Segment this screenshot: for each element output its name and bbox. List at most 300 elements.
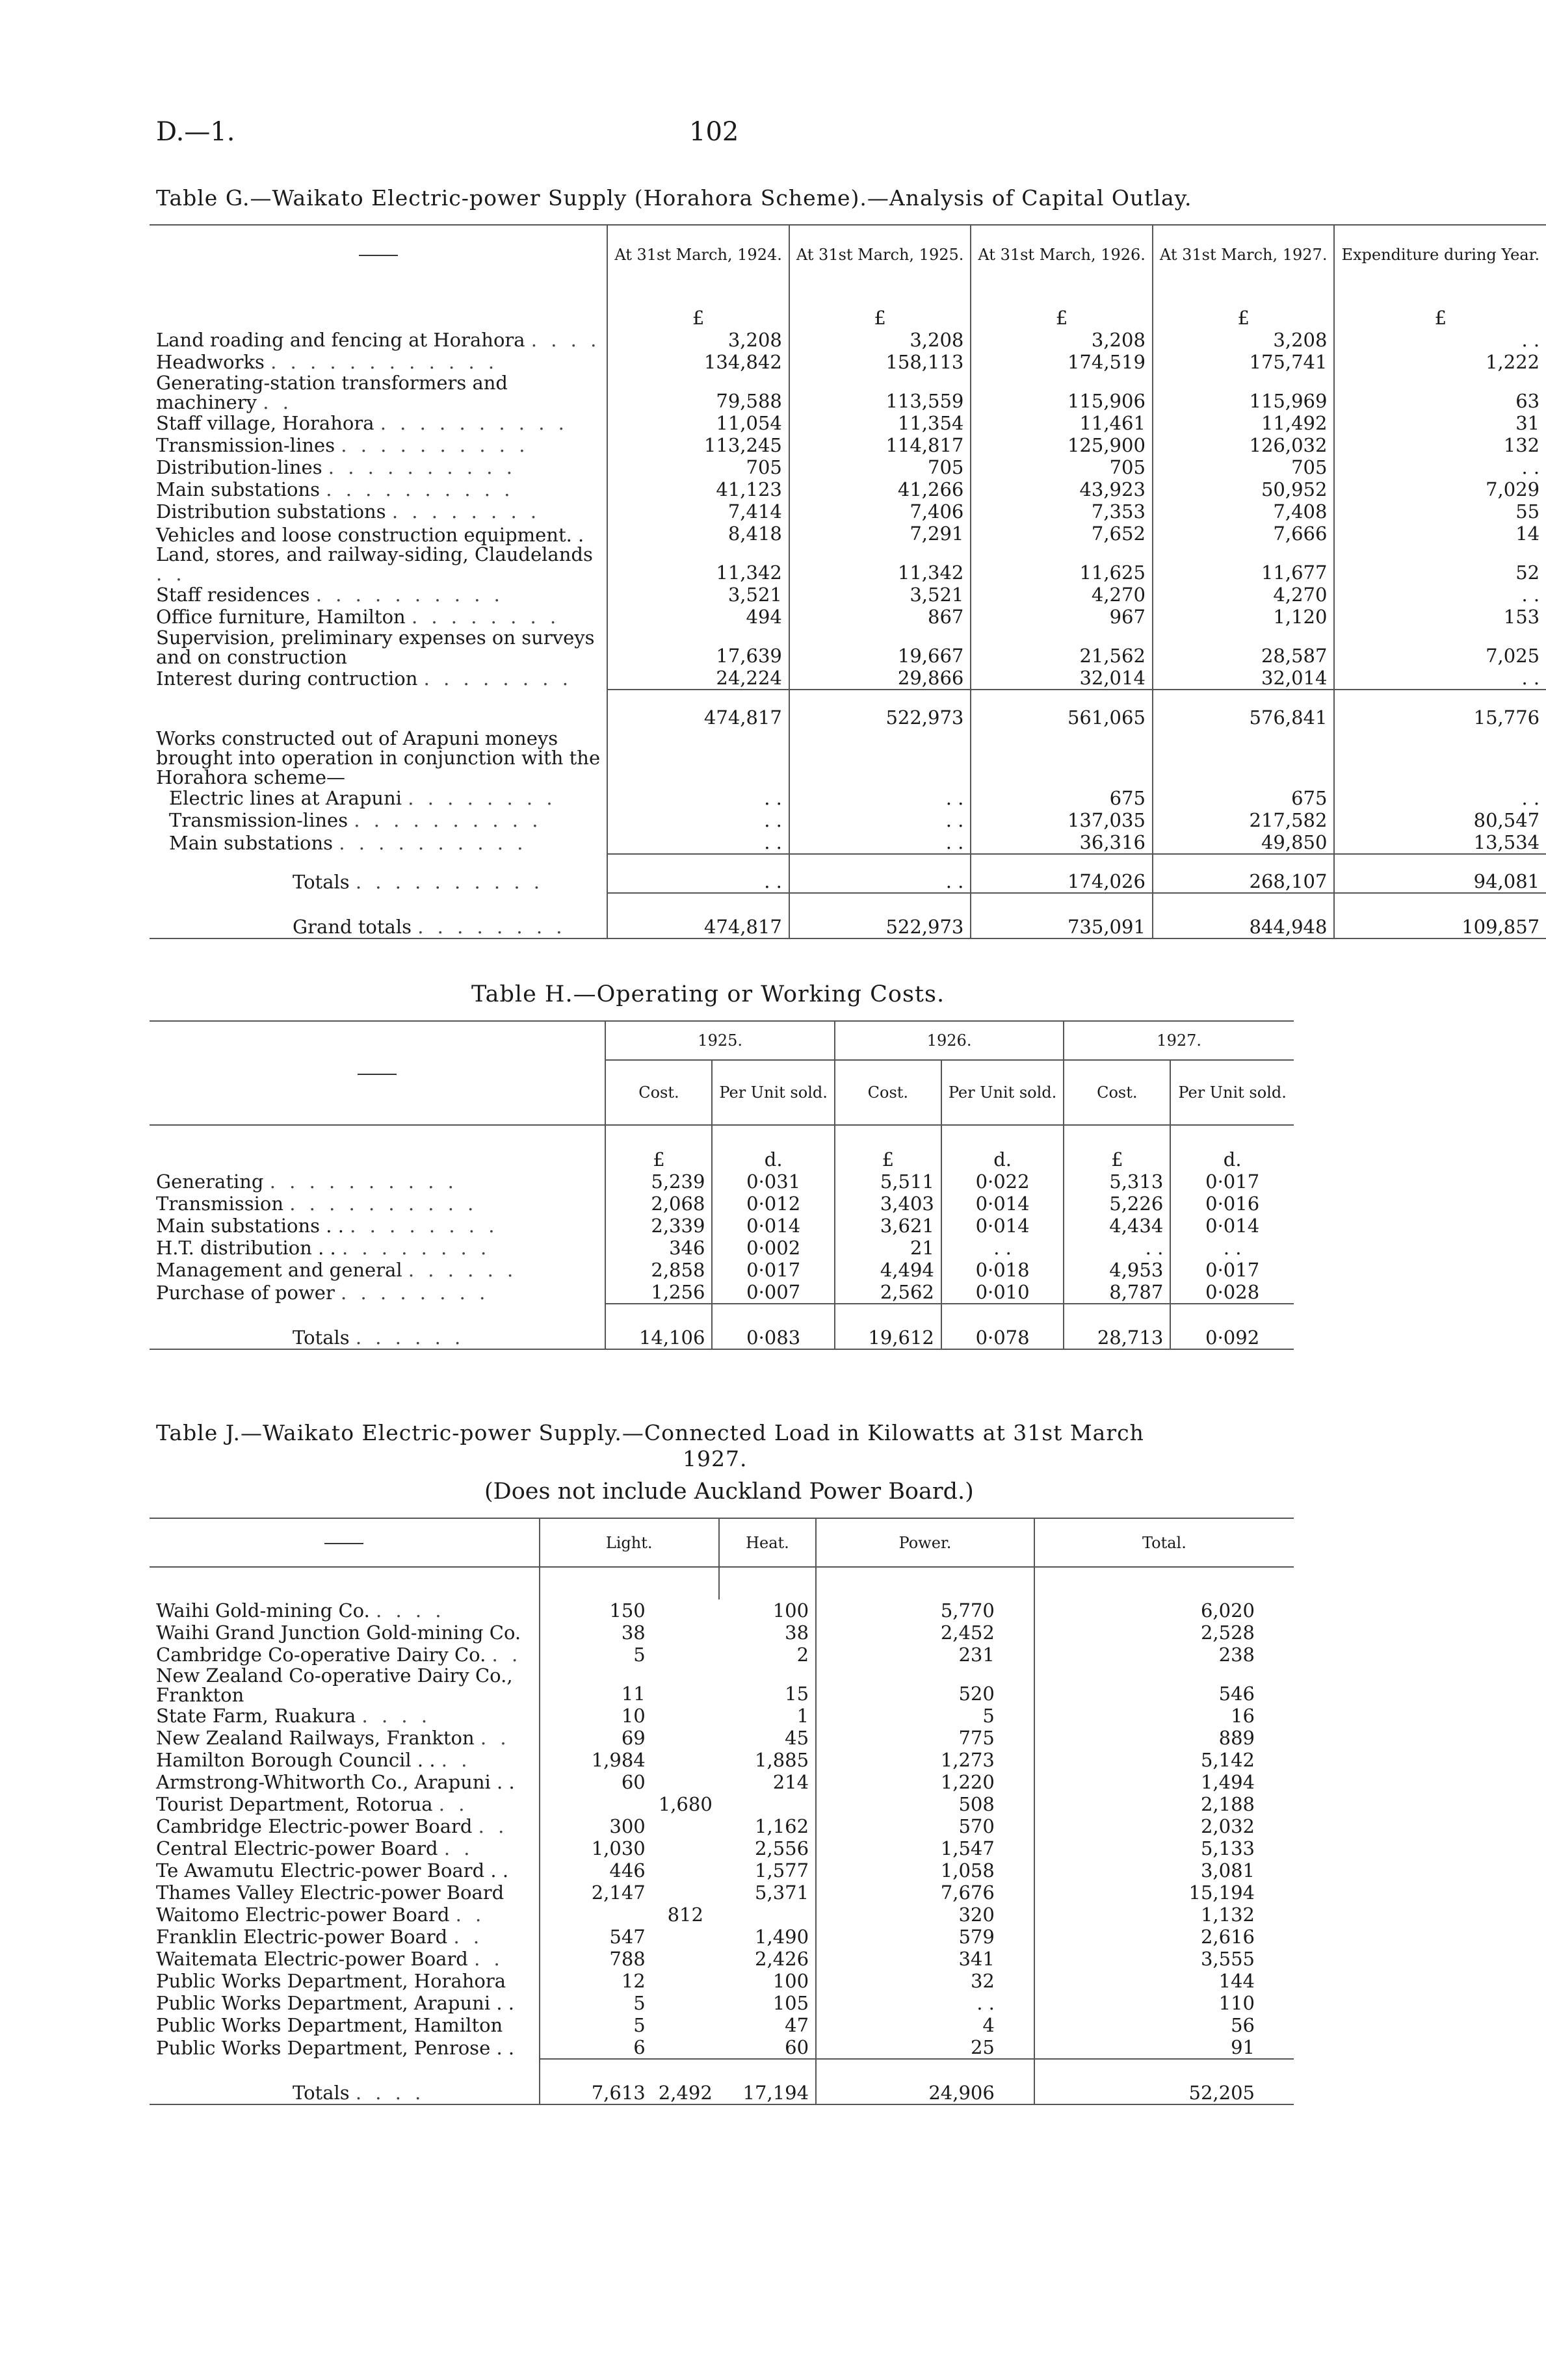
subtotal-cell: 576,841 — [1153, 690, 1335, 729]
value-cell: 29,866 — [789, 667, 971, 690]
value-cell: 5,511 — [835, 1171, 941, 1193]
value-cell: 5,226 — [1064, 1193, 1170, 1215]
table-row — [150, 1793, 1294, 1815]
value-cell: 1 — [796, 1705, 809, 1727]
row-label-cell — [150, 1259, 605, 1281]
leader-dots: . . . . . . . . . . — [355, 871, 544, 893]
table-row — [150, 1259, 1294, 1281]
value-cell: 7,291 — [789, 523, 971, 545]
value-cell: 12 — [540, 1970, 652, 1992]
value-cell: 1,885 — [755, 1749, 809, 1771]
leader-dots: . . . . . . . . . . — [315, 584, 504, 606]
table-row — [150, 1666, 1294, 1705]
table-h-title: Table H.—Operating or Working Costs. — [471, 981, 945, 1007]
unit-label: d. — [1170, 1125, 1294, 1171]
leader-dots: . . . . . . . . — [408, 787, 557, 809]
grand-total-cell: 474,817 — [607, 893, 789, 938]
table-row — [150, 434, 1546, 456]
value-cell: . . — [1334, 667, 1546, 690]
row-label: Hamilton Borough Council . . — [156, 1749, 436, 1771]
leader-dots: . . — [441, 1749, 471, 1771]
row-label-cell — [150, 1281, 605, 1304]
row-label: Franklin Electric-power Board — [156, 1926, 448, 1948]
row-label: Main substations . . — [156, 1215, 344, 1237]
value-cell: 8,787 — [1064, 1281, 1170, 1304]
value-cell: 13,534 — [1334, 831, 1546, 854]
column-header: At 31st March, 1925. — [789, 225, 971, 283]
table-row — [150, 1281, 1294, 1304]
value-cell: 1,273 — [816, 1749, 1034, 1771]
table-row — [150, 1237, 1294, 1259]
value-cell: 5,142 — [1034, 1749, 1294, 1771]
value-cell: 1,120 — [1153, 606, 1335, 628]
subtotal-cell: 561,065 — [971, 690, 1153, 729]
leader-dots: . . . . . . . . — [341, 1282, 490, 1304]
table-j — [150, 1518, 1294, 2105]
leader-dots: . . . . — [361, 1705, 432, 1727]
value-cell: 158,113 — [789, 351, 971, 373]
table-row — [150, 351, 1546, 373]
value-cell: 52 — [1334, 545, 1546, 584]
value-cell: 0·017 — [1170, 1259, 1294, 1281]
leader-dots: . . . . . . — [355, 1326, 465, 1349]
row-label-cell — [150, 1705, 540, 1727]
value-cell: 1,680 — [658, 1793, 713, 1815]
value-cell: 675 — [1153, 787, 1335, 809]
row-label: Public Works Department, Hamilton — [156, 2014, 503, 2036]
column-header: Light. — [540, 1518, 719, 1567]
value-cell: 21,562 — [971, 628, 1153, 667]
leader-dots: . . — [455, 1904, 486, 1926]
value-cell: 579 — [816, 1926, 1034, 1948]
row-label-cell — [150, 1599, 540, 1622]
leader-dots: . . — [491, 1644, 522, 1666]
value-cell: 25 — [816, 2036, 1034, 2059]
totals-cell: 268,107 — [1153, 854, 1335, 893]
value-cell: 217,582 — [1153, 809, 1335, 831]
table-row — [150, 1705, 1294, 1727]
value-cell: 2,147 — [540, 1882, 652, 1904]
row-label: H.T. distribution . . — [156, 1237, 336, 1259]
value-cell: 4,434 — [1064, 1215, 1170, 1237]
table-row — [150, 831, 1546, 854]
value-cell: 24,224 — [607, 667, 789, 690]
value-cell: 11,625 — [971, 545, 1153, 584]
value-cell: 17,639 — [607, 628, 789, 667]
value-cell: 2,339 — [605, 1215, 712, 1237]
totals-label: Totals — [293, 1326, 350, 1349]
per-unit-header: Per Unit sold. — [712, 1060, 834, 1125]
table-row — [150, 628, 1546, 667]
unit-label: d. — [712, 1125, 834, 1171]
value-cell: 0·017 — [1170, 1171, 1294, 1193]
value-cell: 15,194 — [1034, 1882, 1294, 1904]
value-cell: 7,414 — [607, 500, 789, 523]
stub-header — [150, 1021, 605, 1125]
value-cell: 56 — [1034, 2014, 1294, 2036]
row-label: New Zealand Railways, Frankton — [156, 1727, 475, 1749]
value-cell: 115,906 — [971, 373, 1153, 412]
row-label: Transmission-lines — [169, 809, 348, 831]
value-cell — [652, 1948, 719, 1970]
value-cell: 320 — [816, 1904, 1034, 1926]
value-cell: 3,208 — [607, 329, 789, 351]
value-cell: 967 — [971, 606, 1153, 628]
row-label: Cambridge Co-operative Dairy Co. — [156, 1644, 486, 1666]
value-cell: . . — [1334, 456, 1546, 478]
value-cell: . . — [816, 1992, 1034, 2014]
value-cell: 150 — [540, 1599, 652, 1622]
value-cell: 15 — [785, 1683, 809, 1705]
currency-unit: £ — [789, 283, 971, 329]
value-cell: 705 — [789, 456, 971, 478]
value-cell: 341 — [816, 1948, 1034, 1970]
value-cell: 100 — [772, 1599, 809, 1622]
table-row — [150, 809, 1546, 831]
value-cell: . . — [1334, 329, 1546, 351]
value-cell: 38 — [540, 1622, 652, 1644]
leader-dots: . . . . . . — [408, 1259, 518, 1281]
table-row — [150, 787, 1546, 809]
value-cell: 4,270 — [1153, 584, 1335, 606]
value-cell: 2,556 — [755, 1837, 809, 1859]
totals-label: Totals — [293, 871, 350, 893]
value-cell: 214 — [772, 1771, 809, 1793]
row-label-cell — [150, 1644, 540, 1666]
value-cell: 14 — [1334, 523, 1546, 545]
value-cell: 1,132 — [1034, 1904, 1294, 1926]
value-cell: 546 — [1034, 1666, 1294, 1705]
value-cell — [652, 1859, 719, 1882]
column-header: Heat. — [719, 1518, 816, 1567]
value-cell: 110 — [1034, 1992, 1294, 2014]
section-heading: Works constructed out of Arapuni moneys brought into operation in conjunction with the Horahora scheme— — [156, 727, 601, 788]
row-label: Thames Valley Electric-power Board — [156, 1882, 504, 1904]
value-cell — [652, 1599, 719, 1622]
table-h — [150, 1020, 1294, 1350]
value-cell: 10 — [540, 1705, 652, 1727]
leader-dots: . . — [474, 1948, 504, 1970]
column-header: At 31st March, 1924. — [607, 225, 789, 283]
leader-dots: . . — [438, 1793, 469, 1815]
value-cell — [652, 1727, 719, 1749]
leader-dots: . . . . . . . . . . — [269, 1171, 458, 1193]
value-cell — [652, 1837, 719, 1859]
value-cell: 1,058 — [816, 1859, 1034, 1882]
value-cell: . . — [607, 831, 789, 854]
value-cell: 705 — [1153, 456, 1335, 478]
row-label: Waihi Grand Junction Gold-mining Co. — [156, 1622, 521, 1644]
leader-dots: . . . . . . . . . . — [341, 434, 529, 456]
row-label-cell — [150, 1666, 540, 1705]
value-cell: 231 — [816, 1644, 1034, 1666]
row-label-cell — [150, 1992, 540, 2014]
column-header: At 31st March, 1927. — [1153, 225, 1335, 283]
value-cell: 79,588 — [607, 373, 789, 412]
row-label: Purchase of power — [156, 1282, 335, 1304]
totals-cell: 24,906 — [816, 2059, 1034, 2104]
row-label-cell — [150, 1948, 540, 1970]
row-label-cell — [150, 1622, 540, 1644]
value-cell: 2,032 — [1034, 1815, 1294, 1837]
value-cell: 867 — [789, 606, 971, 628]
value-cell: 346 — [605, 1237, 712, 1259]
value-cell: 47 — [785, 2014, 809, 2036]
table-row — [150, 329, 1546, 351]
value-cell — [652, 1749, 719, 1771]
row-label-cell — [150, 1727, 540, 1749]
table-row — [150, 2036, 1294, 2059]
totals-cell: 2,492 — [652, 2059, 719, 2104]
value-cell: . . — [607, 809, 789, 831]
value-cell: 16 — [1034, 1705, 1294, 1727]
row-label: Armstrong-Whitworth Co., Arapuni . . — [156, 1771, 515, 1793]
value-cell: . . — [1334, 584, 1546, 606]
value-cell — [540, 1793, 652, 1815]
value-cell: 3,208 — [789, 329, 971, 351]
value-cell — [652, 1771, 719, 1793]
row-label-cell — [150, 1859, 540, 1882]
value-cell: . . — [1064, 1237, 1170, 1259]
value-cell — [652, 1970, 719, 1992]
row-label-cell — [150, 329, 607, 351]
value-cell: 19,667 — [789, 628, 971, 667]
table-row — [150, 478, 1546, 500]
value-cell — [652, 1815, 719, 1837]
table-row — [150, 1837, 1294, 1859]
row-label-cell — [150, 1926, 540, 1948]
leader-dots: . . — [443, 1837, 474, 1859]
row-label: Interest during contruction — [156, 667, 418, 690]
value-cell: 1,162 — [755, 1815, 809, 1837]
value-cell: 2,562 — [835, 1281, 941, 1304]
value-cell: 5 — [540, 1992, 652, 2014]
per-unit-header: Per Unit sold. — [941, 1060, 1064, 1125]
value-cell: 32 — [816, 1970, 1034, 1992]
row-label-cell — [150, 523, 607, 545]
row-label-cell — [150, 434, 607, 456]
document-reference: D.—1. — [156, 117, 235, 147]
value-cell: 1,030 — [540, 1837, 652, 1859]
value-cell: 7,353 — [971, 500, 1153, 523]
row-label: Waitomo Electric-power Board — [156, 1904, 450, 1926]
value-cell: 3,521 — [607, 584, 789, 606]
row-label: Generating — [156, 1171, 264, 1193]
value-cell — [652, 1882, 719, 1904]
value-cell: 43,923 — [971, 478, 1153, 500]
table-row — [150, 456, 1546, 478]
value-cell: 0·002 — [712, 1237, 834, 1259]
unit-label: £ — [835, 1125, 941, 1171]
column-header: Expenditure during Year. — [1334, 225, 1546, 283]
value-cell: 1,222 — [1334, 351, 1546, 373]
value-cell: 5,770 — [816, 1599, 1034, 1622]
value-cell: 55 — [1334, 500, 1546, 523]
value-cell: 775 — [816, 1727, 1034, 1749]
totals-cell: 19,612 — [835, 1304, 941, 1349]
value-cell: . . — [1334, 787, 1546, 809]
value-cell: 0·014 — [941, 1215, 1064, 1237]
currency-unit: £ — [1153, 283, 1335, 329]
column-header: At 31st March, 1926. — [971, 225, 1153, 283]
row-label: Vehicles and loose construction equipment. . — [156, 524, 584, 546]
table-row — [150, 2014, 1294, 2036]
table-g-title: Table G.—Waikato Electric-power Supply (Horahora Scheme).—Analysis of Capital Outlay. — [156, 185, 1192, 211]
table-row — [150, 1970, 1294, 1992]
value-cell: 8,418 — [607, 523, 789, 545]
value-cell: 7,652 — [971, 523, 1153, 545]
row-label-cell — [150, 373, 607, 412]
row-label-cell — [150, 456, 607, 478]
leader-dots: . . . . . . . . . . — [380, 412, 568, 434]
value-cell: . . — [789, 809, 971, 831]
stub-header — [150, 1518, 540, 1567]
row-label: Distribution-lines — [156, 456, 322, 478]
row-label: Cambridge Electric-power Board — [156, 1815, 473, 1837]
value-cell: 3,208 — [1153, 329, 1335, 351]
value-cell: 0·022 — [941, 1171, 1064, 1193]
value-cell: 36,316 — [971, 831, 1153, 854]
value-cell — [652, 2036, 719, 2059]
table-j-title-line2: 1927. — [683, 1446, 748, 1471]
totals-cell: . . — [607, 854, 789, 893]
row-label-cell — [150, 1837, 540, 1859]
leader-dots: . . . . — [376, 1599, 445, 1622]
value-cell: 45 — [785, 1727, 809, 1749]
table-row — [150, 1644, 1294, 1666]
value-cell: 38 — [785, 1622, 809, 1644]
value-cell: 2,452 — [816, 1622, 1034, 1644]
value-cell: 6 — [540, 2036, 652, 2059]
value-cell: 2,528 — [1034, 1622, 1294, 1644]
leader-dots: . . . . . . . . — [350, 1215, 499, 1237]
value-cell: 41,123 — [607, 478, 789, 500]
value-cell: 5 — [540, 1644, 652, 1666]
totals-cell: 28,713 — [1064, 1304, 1170, 1349]
value-cell: 3,521 — [789, 584, 971, 606]
value-cell: 11,342 — [789, 545, 971, 584]
row-label: Transmission-lines — [156, 434, 335, 456]
value-cell: 889 — [1034, 1727, 1294, 1749]
value-cell: 3,403 — [835, 1193, 941, 1215]
value-cell: 2,068 — [605, 1193, 712, 1215]
value-cell: 4,270 — [971, 584, 1153, 606]
leader-dots: . . . . . . . . — [423, 667, 572, 690]
value-cell: 705 — [607, 456, 789, 478]
value-cell: . . — [941, 1237, 1064, 1259]
value-cell: 11,354 — [789, 412, 971, 434]
value-cell: 1,984 — [540, 1749, 652, 1771]
year-header: 1925. — [605, 1021, 834, 1060]
currency-unit: £ — [607, 283, 789, 329]
row-label: Te Awamutu Electric-power Board . . — [156, 1859, 509, 1882]
value-cell: 7,406 — [789, 500, 971, 523]
value-cell: 1,577 — [755, 1859, 809, 1882]
value-cell — [652, 1622, 719, 1644]
value-cell: 494 — [607, 606, 789, 628]
leader-dots: . . . . . . . . . . — [289, 1193, 478, 1215]
value-cell: 144 — [1034, 1970, 1294, 1992]
value-cell: 49,850 — [1153, 831, 1335, 854]
row-label-cell — [150, 2014, 540, 2036]
value-cell: 0·016 — [1170, 1193, 1294, 1215]
table-row — [150, 523, 1546, 545]
row-label-cell — [150, 831, 607, 854]
row-label-cell — [150, 1904, 540, 1926]
table-row — [150, 1948, 1294, 1970]
value-cell: 2,426 — [755, 1948, 809, 1970]
grand-total-cell: 522,973 — [789, 893, 971, 938]
value-cell: 7,408 — [1153, 500, 1335, 523]
row-label: Headworks — [156, 351, 265, 373]
page-number: 102 — [689, 117, 739, 147]
leader-dots: . . — [453, 1926, 484, 1948]
row-label: Waitemata Electric-power Board — [156, 1948, 468, 1970]
year-header: 1927. — [1064, 1021, 1294, 1060]
row-label: Main substations — [169, 832, 334, 854]
unit-label: £ — [605, 1125, 712, 1171]
table-row — [150, 412, 1546, 434]
value-cell: 31 — [1334, 412, 1546, 434]
value-cell: 114,817 — [789, 434, 971, 456]
value-cell: 0·007 — [712, 1281, 834, 1304]
value-cell: 80,547 — [1334, 809, 1546, 831]
totals-cell: 0·092 — [1170, 1304, 1294, 1349]
table-row — [150, 1193, 1294, 1215]
value-cell: 2,616 — [1034, 1926, 1294, 1948]
value-cell: 3,621 — [835, 1215, 941, 1237]
row-label-cell — [150, 1882, 540, 1904]
value-cell: 105 — [772, 1992, 809, 2014]
row-label: Generating-station transformers and machinery — [156, 372, 508, 413]
value-cell: 32,014 — [1153, 667, 1335, 690]
row-label-cell — [150, 606, 607, 628]
value-cell: . . — [607, 787, 789, 809]
value-cell: 7,029 — [1334, 478, 1546, 500]
cost-header: Cost. — [605, 1060, 712, 1125]
column-header: Total. — [1034, 1518, 1294, 1567]
stub-header — [150, 225, 607, 283]
value-cell: 115,969 — [1153, 373, 1335, 412]
row-label: Waihi Gold-mining Co. — [156, 1599, 370, 1622]
value-cell: 0·014 — [1170, 1215, 1294, 1237]
totals-row — [150, 1304, 1294, 1349]
value-cell: 2,188 — [1034, 1793, 1294, 1815]
column-header: Power. — [816, 1518, 1034, 1567]
value-cell: 126,032 — [1153, 434, 1335, 456]
totals-cell: 0·078 — [941, 1304, 1064, 1349]
cost-header: Cost. — [835, 1060, 941, 1125]
value-cell: 28,587 — [1153, 628, 1335, 667]
row-label: Management and general — [156, 1259, 402, 1281]
per-unit-header: Per Unit sold. — [1170, 1060, 1294, 1125]
row-label-cell — [150, 1815, 540, 1837]
value-cell: 1,494 — [1034, 1771, 1294, 1793]
totals-cell: 0·083 — [712, 1304, 834, 1349]
value-cell: 5,133 — [1034, 1837, 1294, 1859]
row-label-cell — [150, 478, 607, 500]
value-cell: 1,256 — [605, 1281, 712, 1304]
value-cell: 812 — [667, 1904, 703, 1926]
row-label: Public Works Department, Penrose . . — [156, 2037, 515, 2059]
unit-label: £ — [1064, 1125, 1170, 1171]
row-label: Electric lines at Arapuni — [169, 787, 402, 809]
year-header: 1926. — [835, 1021, 1064, 1060]
page-header — [156, 117, 1300, 156]
value-cell: . . — [789, 831, 971, 854]
value-cell: 60 — [785, 2036, 809, 2058]
leader-dots: . . — [478, 1815, 508, 1837]
